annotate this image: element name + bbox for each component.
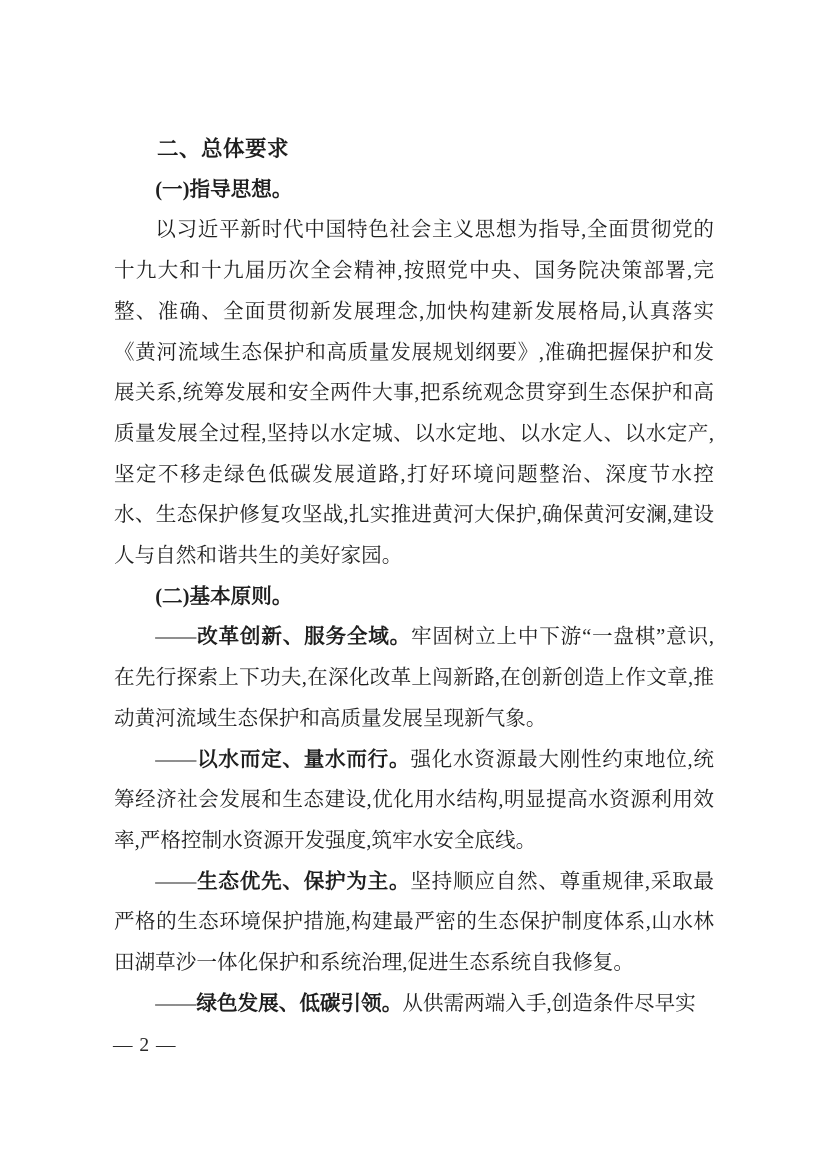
principle-dash: ——	[155, 748, 197, 771]
principle-paragraph-green-development	[114, 984, 714, 1025]
principle-lead: 绿色发展、低碳引领。	[196, 992, 403, 1015]
subsection-heading-guiding-ideology: (一)指导思想。	[155, 178, 293, 201]
principle-dash: ——	[155, 626, 197, 649]
principle-dash: ——	[155, 992, 197, 1015]
guiding-ideology-paragraph: 以习近平新时代中国特色社会主义思想为指导,全面贯彻党的十九大和十九届历次全会精神,按照党中央、国务院决策部署,完整、准确、全面贯彻新发展理念,加快构建新发展格局,认真落实《黄河流域生态保护和高质量发展规划纲要》,准确把握保护和发展关系,统筹发展和安全两件大事,把系统观念贯穿到生态保护和高质量发展全过程,坚持以水定城、以水定地、以水定人、以水定产,坚定不移走绿色低碳发展道路,打好环境问题整治、深度节水控水、生态保护修复攻坚战,扎实推进黄河大保护,确保黄河安澜,建设人与自然和谐共生的美好家园。	[114, 219, 714, 568]
principle-body: 牢固树立上中下游“一盘棋”意识,在先行探索上下功夫,在深化改革上闯新路,在创新创造上作文章,推动黄河流域生态保护和高质量发展呈现新气象。	[114, 626, 714, 730]
principle-lead: 生态优先、保护为主。	[196, 870, 411, 893]
document-body	[114, 129, 714, 1024]
page-number: — 2 —	[113, 1035, 177, 1056]
principle-paragraph-reform-innovation	[114, 617, 714, 739]
principle-paragraph-water-based	[114, 740, 714, 862]
principle-lead: 以水而定、量水而行。	[196, 748, 411, 771]
principle-paragraph-ecology-first	[114, 862, 714, 984]
principle-body: 从供需两端入手,创造条件尽早实	[402, 992, 696, 1015]
principle-dash: ——	[155, 870, 197, 893]
principle-body: 坚持顺应自然、尊重规律,采取最严格的生态环境保护措施,构建最严密的生态保护制度体系,山水林田湖草沙一体化保护和系统治理,促进生态系统自我修复。	[114, 870, 714, 975]
section-heading: 二、总体要求	[157, 137, 290, 161]
subsection-heading-basic-principles: (二)基本原则。	[155, 585, 293, 608]
principle-body: 强化水资源最大刚性约束地位,统筹经济社会发展和生态建设,优化用水结构,明显提高水资源利用效率,严格控制水资源开发强度,筑牢水安全底线。	[114, 748, 714, 852]
principle-lead: 改革创新、服务全域。	[196, 626, 411, 649]
